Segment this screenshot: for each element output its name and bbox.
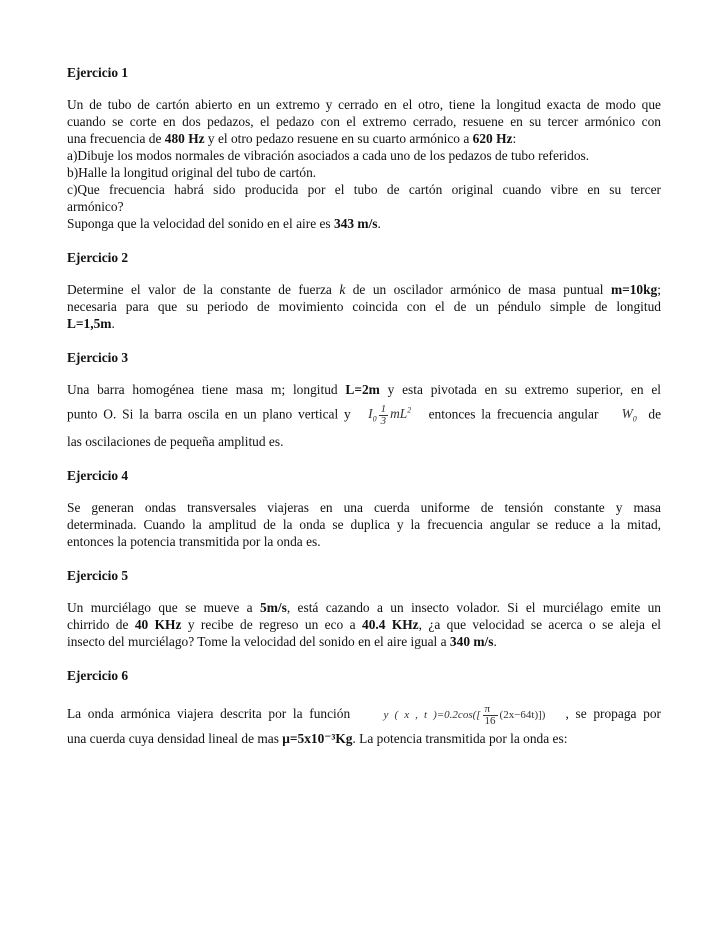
ej1-freq-480: 480 Hz [164, 131, 205, 146]
ej1-line: Un de tubo de cartón abierto en un extremo y cerrado en el otro, tiene la longitud exacta de modo que [67, 97, 661, 112]
ej3-text: Una barra homogénea tiene masa m; longitud [67, 382, 346, 397]
ej2-mass: m=10kg [610, 282, 658, 297]
ej5-line [67, 599, 661, 616]
ej4-line: entonces la potencia transmitida por la onda es. [67, 534, 321, 550]
ej5-text: Un murciélago que se mueve a [67, 600, 261, 616]
ej1-text: . [377, 216, 381, 231]
document-page [67, 64, 661, 764]
ej3-line [67, 381, 661, 398]
ej1-line [67, 215, 661, 232]
ej6-text: una cuerda cuya densidad lineal de mas [67, 731, 283, 747]
exercise-3-body [67, 381, 661, 450]
ej1-text: y el otro pedazo resuene en su cuarto armónico a [204, 131, 473, 146]
exercise-5-heading: Ejercicio 5 [67, 568, 129, 584]
ej6-text: . La potencia transmitida por la onda es: [352, 731, 568, 747]
eq-right: (2x−64t)]) [499, 709, 546, 722]
ej6-line [67, 730, 661, 747]
ej4-line: Se generan ondas transversales viajeras en una cuerda uniforme de tensión constante y masa [67, 500, 661, 516]
ej1-item-c: c)Que frecuencia habrá sido producida por el tubo de cartón original cuando vibre en su tercer [67, 182, 661, 197]
exercise-1-heading: Ejercicio 1 [67, 65, 129, 80]
ej1-item-b: b)Halle la longitud original del tubo de cartón. [67, 165, 317, 180]
eq-superscript: 2 [407, 406, 412, 415]
eq-denominator: 16 [484, 715, 496, 728]
exercise-3-heading: Ejercicio 3 [67, 350, 129, 365]
exercise-5-body [67, 599, 661, 650]
ej5-echo-freq: 40.4 KHz [362, 617, 419, 633]
eq-denominator: 3 [380, 414, 387, 427]
ej1-line: armónico? [67, 199, 124, 214]
ej2-line [67, 315, 661, 332]
ej6-line [67, 699, 661, 730]
ej2-k-symbol: k [339, 282, 346, 297]
exercise-4-body [67, 499, 661, 550]
ej3-line: las oscilaciones de pequeña amplitud es. [67, 434, 284, 450]
eq-left: y ( x , t )=0.2cos([ [383, 709, 481, 722]
eq-fraction [379, 404, 389, 427]
ej5-text: , ¿a que velocidad se acerca o se aleja el [418, 617, 662, 633]
ej3-text: y esta pivotada en su extremo superior, en el [379, 382, 661, 397]
ej5-bat-speed: 5m/s [260, 600, 287, 616]
eq-symbol: mL [390, 406, 408, 422]
ej5-text: chirrido de [67, 617, 135, 633]
ej3-text: entonces la frecuencia angular [428, 406, 599, 422]
exercise-2-heading: Ejercicio 2 [67, 250, 129, 265]
eq-numerator: π [483, 704, 498, 716]
ej2-line [67, 281, 661, 298]
ej5-line [67, 633, 661, 650]
exercise-6-body [67, 699, 661, 747]
ej3-length: L=2m [345, 382, 380, 397]
ej1-text: : [512, 131, 517, 146]
ej2-length: L=1,5m [67, 316, 112, 331]
eq-fraction [483, 704, 498, 727]
ej5-emit-freq: 40 KHz [134, 617, 182, 633]
ej3-text: punto O. Si la barra oscila en un plano vertical y [67, 406, 351, 422]
ej2-text: de un oscilador armónico de masa puntual [345, 282, 611, 297]
ej1-item-a: a)Dibuje los modos normales de vibración asociados a cada uno de los pedazos de tubo referidos. [67, 148, 590, 163]
ej1-text: una frecuencia de [67, 131, 165, 146]
ej5-text: insecto del murciélago? Tome la velocidad del sonido en el aire igual a [67, 634, 450, 650]
eq-numerator: 1 [380, 402, 387, 415]
ej6-text: , se propaga por [565, 706, 661, 722]
ej3-line [67, 398, 661, 433]
eq-symbol: W [621, 406, 633, 422]
ej4-line: determinada. Cuando la amplitud de la onda se duplica y la frecuencia angular se reduce a la mitad, [67, 517, 661, 533]
ej1-line: cuando se corte en dos pedazos, el pedazo con el extremo cerrado, resuene en su tercer armónico con [67, 114, 661, 129]
ej1-text: Suponga que la velocidad del sonido en el aire es [67, 216, 334, 231]
ej6-text: La onda armónica viajera descrita por la función [67, 706, 351, 722]
ej3-text: de [648, 406, 662, 422]
ej1-sound-speed: 343 m/s [334, 216, 378, 231]
exercise-4-heading: Ejercicio 4 [67, 468, 129, 484]
ej3-inertia-equation [368, 402, 412, 427]
ej2-text: Determine el valor de la constante de fuerza [67, 282, 340, 297]
exercise-1-body [67, 96, 661, 232]
ej1-line [67, 130, 661, 147]
ej5-text: , está cazando a un insecto volador. Si el murciélago emite un [286, 600, 661, 616]
ej6-linear-density: μ=5x10⁻³Kg [282, 731, 353, 747]
ej3-omega-symbol [621, 406, 637, 425]
ej2-text: . [111, 316, 115, 331]
eq-subscript: 0 [372, 415, 377, 425]
ej5-line [67, 616, 661, 633]
ej6-wave-equation [383, 703, 546, 728]
ej5-sound-speed: 340 m/s [449, 634, 494, 650]
eq-symbol: I [368, 406, 373, 422]
ej2-text: ; [657, 282, 661, 297]
ej2-line: necesaria para que su periodo de movimiento coincida con el de un péndulo simple de longitud [67, 299, 661, 314]
ej5-text: . [493, 634, 497, 650]
eq-subscript: 0 [632, 415, 637, 425]
exercise-6-heading: Ejercicio 6 [67, 668, 129, 684]
ej1-freq-620: 620 Hz [472, 131, 513, 146]
exercise-2-body [67, 281, 661, 332]
ej5-text: y recibe de regreso un eco a [181, 617, 363, 633]
